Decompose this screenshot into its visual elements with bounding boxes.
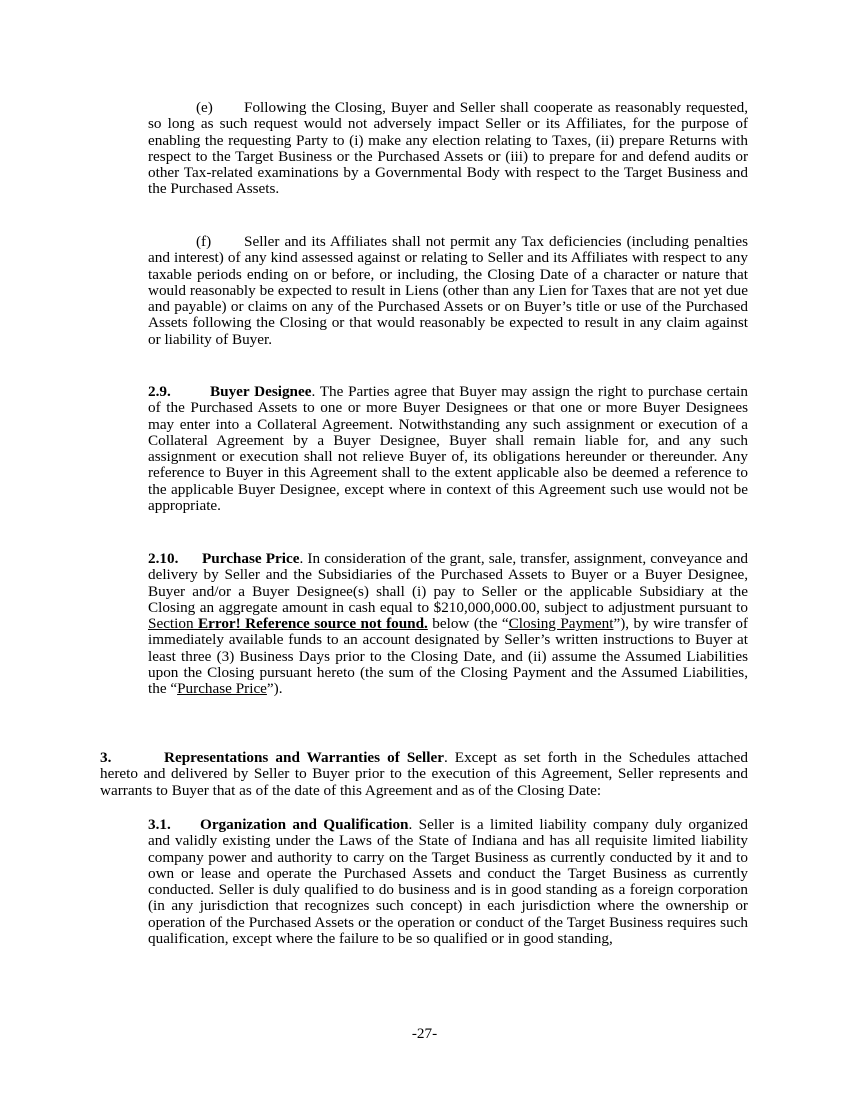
- section-3-1-heading: Organization and Qualification: [200, 816, 409, 833]
- section-reference-label: Section: [148, 615, 198, 633]
- section-2-10-heading: Purchase Price: [202, 550, 300, 567]
- section-2-9-heading: Buyer Designee: [210, 383, 312, 400]
- section-3-heading: Representations and Warranties of Seller: [164, 749, 444, 766]
- paragraph-e-label: (e): [196, 99, 213, 116]
- section-2-9-number: 2.9.: [148, 383, 171, 400]
- section-3-1: [100, 817, 748, 947]
- section-3-text: . Except as set forth in the Schedules attached hereto and delivered by Seller to Buyer prior to the execution of this Agreement, Seller represents and warrants to Buyer that as of the date of this Agreement and as of the Closing Date:: [100, 749, 748, 799]
- section-2-10-text-1: . In consideration of the grant, sale, transfer, assignment, conveyance and delivery by Seller and the Subsidiaries of the Purchased Assets to Buyer or a Buyer Designee, Buyer and/or a Buyer Designee(s) shall (i) pay to Seller or the applicable Subsidiary at the Closing an aggregate amount in cash equal to $210,000,000.00, subject to adjustment pursuant to: [148, 550, 749, 616]
- section-2-10-text-3: ”), by wire transfer of immediately available funds to an account designated by Seller’s written instructions to Buyer at least three (3) Business Days prior to the Closing Date, and (ii) assume the Assumed Liabilities upon the Closing pursuant hereto (the sum of the Closing Payment and the Assumed Liabilities, the “: [148, 615, 748, 698]
- section-2-9-text: . The Parties agree that Buyer may assign the right to purchase certain of the Purchased Assets to one or more Buyer Designees or that one or more Buyer Designees may enter into a Collateral Agreement. Notwithstanding any such assignment or execution of a Collateral Agreement by a Buyer Designee, Buyer shall remain liable for, and any such assignment or execution shall not relieve Buyer of, its obligations hereunder or thereunder. Any reference to Buyer in this Agreement shall to the extent applicable also be deemed a reference to the applicable Buyer Designee, except where in context of this Agreement such use would not be appropriate.: [148, 383, 748, 515]
- paragraph-f-text: Seller and its Affiliates shall not permit any Tax deficiencies (including penalties and interest) of any kind assessed against or relating to Seller and its Affiliates with respect to any taxable periods ending on or before, or including, the Closing Date of a character or nature that would reasonably be expected to result in Liens (other than any Lien for Taxes that are not yet due and payable) or claims on any of the Purchased Assets or on Buyer’s title or use of the Purchased Assets following the Closing or that would reasonably be expected to result in any claim against or liability of Buyer.: [148, 233, 748, 348]
- section-3-number: 3.: [100, 749, 112, 766]
- closing-payment-term: Closing Payment: [508, 615, 614, 633]
- paragraph-f-label: (f): [196, 233, 212, 250]
- section-2-9: [100, 384, 748, 514]
- section-2-10: [100, 551, 748, 698]
- section-3: [100, 750, 748, 799]
- section-2-10-text-4: ”).: [266, 680, 283, 698]
- section-2-10-number: 2.10.: [148, 550, 179, 567]
- paragraph-f: [148, 234, 748, 348]
- purchase-price-term: Purchase Price: [177, 680, 267, 698]
- section-reference-link[interactable]: [148, 615, 428, 632]
- reference-error-text: Error! Reference source not found.: [197, 615, 428, 633]
- section-3-1-number: 3.1.: [148, 816, 171, 833]
- section-3-1-text: . Seller is a limited liability company duly organized and validly existing under the Laws of the State of Indiana and has all requisite limited liability company power and authority to carry on the Target Business as currently conducted by it and to own or lease and operate the Purchased Assets and conduct the Target Business as currently conducted. Seller is duly qualified to do business and is in good standing as a foreign corporation (in any jurisdiction that recognizes such concept) in each jurisdiction where the ownership or operation of the Purchased Assets or the operation or conduct of the Target Business requires such qualification, except where the failure to be so qualified or in good standing,: [148, 816, 748, 948]
- paragraph-e: [148, 100, 748, 198]
- section-2-10-text-2: below (the “: [427, 615, 509, 633]
- paragraph-e-text: Following the Closing, Buyer and Seller shall cooperate as reasonably requested, so long as such request would not adversely impact Seller or its Affiliates, for the purpose of enabling the requesting Party to (i) make any election relating to Taxes, (ii) prepare Returns with respect to the Target Business or the Purchased Assets or (iii) to prepare for and defend audits or other Tax-related examinations by a Governmental Body with respect to the Target Business and the Purchased Assets.: [148, 99, 748, 198]
- page-number: -27-: [411, 1025, 438, 1042]
